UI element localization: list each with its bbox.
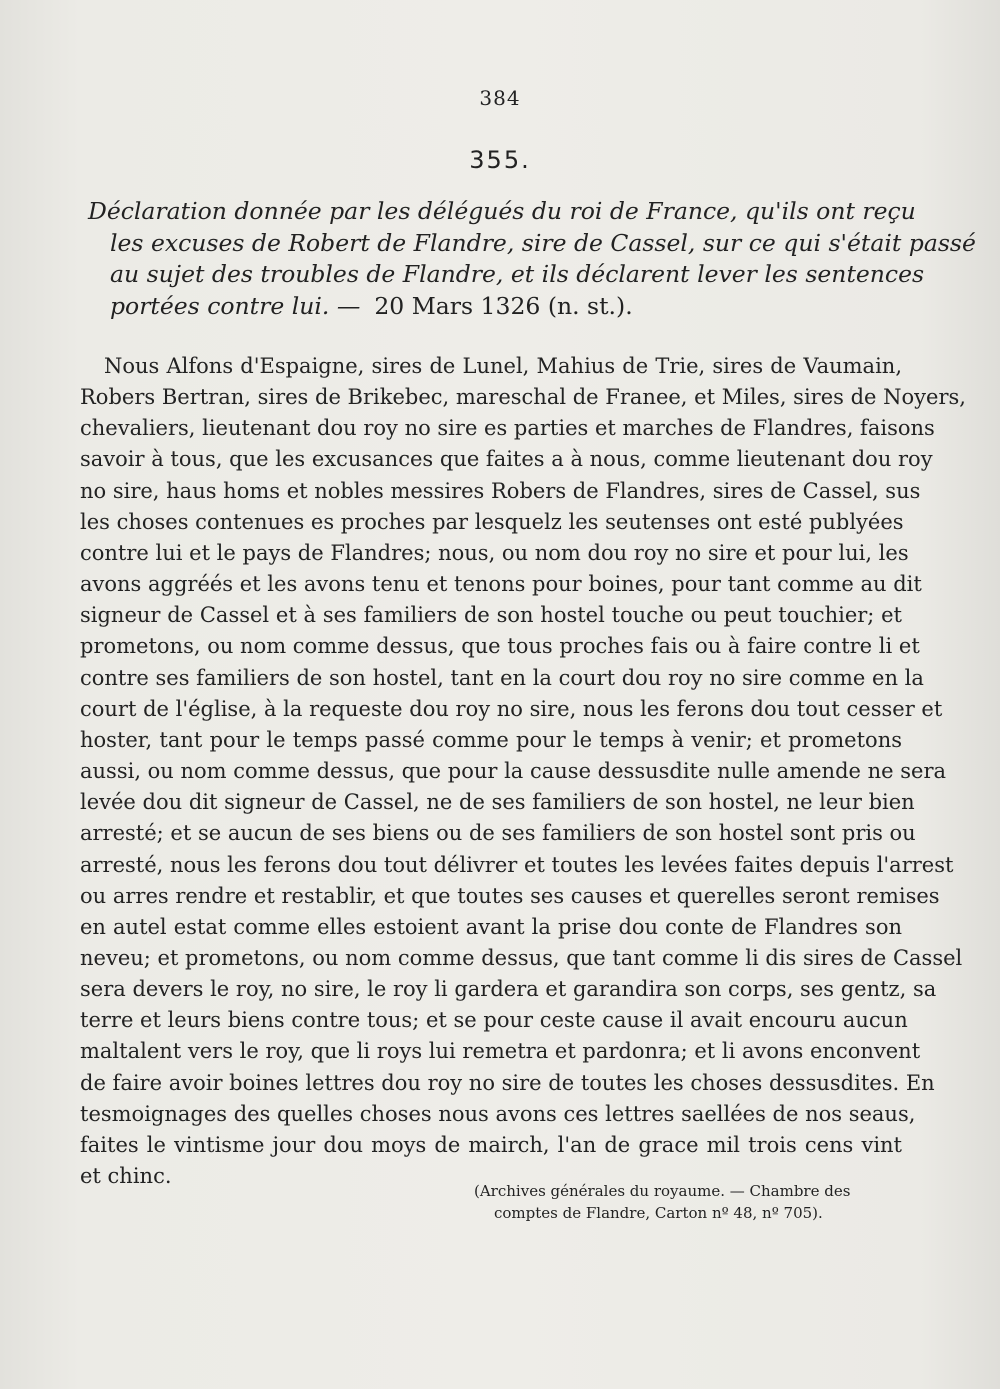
heading-line: les excuses de Robert de Flandre, sire de Cassel, sur ce qui s'était passé [110,228,976,257]
heading-line: portées contre lui. — [110,291,361,320]
text-line: Nous Alfons d'Espaigne, sires de Lunel, Mahius de Trie, sires de Vaumain, [104,354,902,378]
text-line: no sire, haus homs et nobles messires Robers de Flandres, sires de Cassel, sus [80,478,921,503]
heading-date: 20 Mars 1326 (n. st.). [374,291,633,320]
text-line: neveu; et prometons, ou nom comme dessus, que tant comme li dis sires de Cassel [80,945,963,970]
text-line: sera devers le roy, no sire, le roy li gardera et garandira son corps, ses gentz, sa [80,977,937,1002]
text-line: Robers Bertran, sires de Brikebec, mareschal de Franee, et Miles, sires de Noyers, [80,385,966,410]
text-line: court de l'église, à la requeste dou roy no sire, nous les ferons dou tout cesser et [80,696,943,721]
text-line: chevaliers, lieutenant dou roy no sire es parties et marches de Flandres, faisons [80,416,935,441]
text-line: les choses contenues es proches par lesquelz les seutenses ont esté publyées [80,509,904,534]
heading-line: Déclaration donnée par les délégués du roi de France, qu'ils ont reçu [88,197,916,225]
document-heading [88,196,976,322]
charter-text [80,351,966,1192]
text-line: levée dou dit signeur de Cassel, ne de ses familiers de son hostel, ne leur bien [80,790,915,815]
page-number: 384 [479,86,521,110]
text-line: prometons, ou nom comme dessus, que tous proches fais ou à faire contre li et [80,634,920,659]
text-line: faites le vintisme jour dou moys de mairch, l'an de grace mil trois cens vint [80,1132,902,1157]
document-number: 355. [469,146,531,174]
text-line: savoir à tous, que les excusances que faites a à nous, comme lieutenant dou roy [80,447,933,472]
text-line: contre lui et le pays de Flandres; nous, ou nom dou roy no sire et pour lui, les [80,540,909,565]
heading-line: au sujet des troubles de Flandre, et ils déclarent lever les sentences [110,260,925,288]
text-line: ou arres rendre et restablir, et que toutes ses causes et querelles seront remises [80,883,940,908]
text-line-last: et chinc. [80,1164,172,1189]
text-line: en autel estat comme elles estoient avant la prise dou conte de Flandres son [80,914,902,939]
source-citation [474,1180,894,1224]
text-line: signeur de Cassel et à ses familiers de son hostel touche ou peut touchier; et [80,603,902,628]
citation-line: comptes de Flandre, Carton nº 48, nº 705). [494,1204,823,1222]
text-line: hoster, tant pour le temps passé comme pour le temps à venir; et prometons [80,727,902,752]
text-line: arresté; et se aucun de ses biens ou de ses familiers de son hostel sont pris ou [80,821,916,846]
text-line: de faire avoir boines lettres dou roy no sire de toutes les choses dessusdites. En [80,1070,935,1095]
text-line: aussi, ou nom comme dessus, que pour la cause dessusdite nulle amende ne sera [80,759,947,784]
text-line: tesmoignages des quelles choses nous avons ces lettres saellées de nos seaus, [80,1101,916,1126]
text-line: contre ses familiers de son hostel, tant en la court dou roy no sire comme en la [80,665,924,690]
text-line: arresté, nous les ferons dou tout délivrer et toutes les levées faites depuis l'arrest [80,852,954,877]
citation-line: (Archives générales du royaume. — Chambre des [474,1182,851,1200]
text-line: maltalent vers le roy, que li roys lui remetra et pardonra; et li avons enconvent [80,1039,921,1064]
heading-line-last [88,291,908,323]
text-line: avons aggréés et les avons tenu et tenons pour boines, pour tant comme au dit [80,572,922,597]
text-line: terre et leurs biens contre tous; et se pour ceste cause il avait encouru aucun [80,1008,908,1033]
